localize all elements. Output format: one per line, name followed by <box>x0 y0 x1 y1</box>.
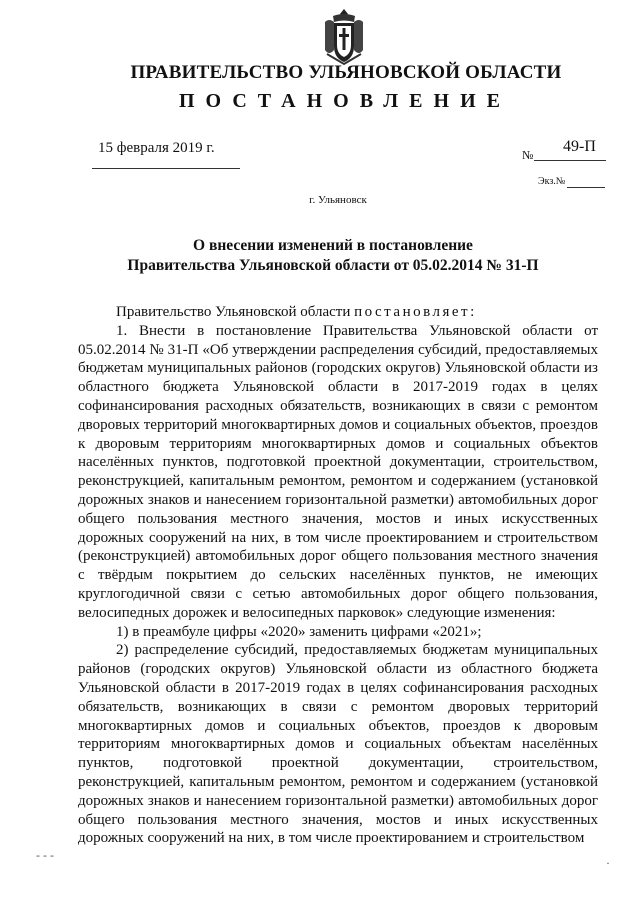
city: г. Ульяновск <box>309 194 367 206</box>
document-type: ПОСТАНОВЛЕНИЕ <box>179 90 511 112</box>
coat-of-arms-icon <box>319 6 369 66</box>
document-body <box>78 303 598 848</box>
paragraph-item-1: 1. Внести в постановление Правительства Ульяновской области от 05.02.2014 № 31-П «Об утверждении распределения субсидий, предоставляемых бюджетам муниципальных районов (городских округов) Ульяновской области из областного бюджета Ульяновской области в 2017-2019 годах в целях софинансирования расходных обязательств, возникающих в связи с ремонтом дворовых территорий многоквартирных домов и социальных объектов, проездов к дворовым территориям многоквартирных домов и социальных объектов населённых пунктов, подготовкой проектной документации, строительством, реконструкцией, капитальным ремонтом, ремонтом и содержанием (установкой дорожных знаков и нанесением горизонтальной разметки) автомобильных дорог общего пользования местного значения, мостов и иных искусственных дорожных сооружений на них, в том числе проектированием и строительством (реконструкцией) автомобильных дорог общего пользования местного значения с твёрдым покрытием до сельских населённых пунктов, не имеющих круглогодичной связи с сетью автомобильных дорог общего пользования, велосипедных дорожек и велосипедных парковок» следующие изменения: <box>78 322 598 621</box>
preamble-verb: постановляет: <box>354 304 477 320</box>
paragraph-item-1-1: 1) в преамбуле цифры «2020» заменить цифрами «2021»; <box>116 623 482 640</box>
paragraph-item-1-2: 2) распределение субсидий, предоставляемых бюджетам муниципальных районов (городских округов) Ульяновской области из областного бюджета Ульяновской области в 2017-2019 годах в целях софинансирования расходных обязательств, возникающих в связи с ремонтом дворовых территорий многоквартирных домов и социальных объектов, проездов к дворовым территориям многоквартирных домов и социальных объектам населённых пунктов, подготовкой проектной документации, строительством, реконструкцией, капитальным ремонтом, ремонтом и содержанием (установкой дорожных знаков и нанесением горизонтальной разметки) автомобильных дорог общего пользования местного значения, мостов и иных искусственных дорожных сооружений на них, в том числе проектированием и строительством <box>78 642 598 847</box>
title-line-2: Правительства Ульяновской области от 05.02.2014 № 31-П <box>127 257 539 274</box>
organization-name: ПРАВИТЕЛЬСТВО УЛЬЯНОВСКОЙ ОБЛАСТИ <box>130 62 562 83</box>
number-underline <box>534 160 606 161</box>
document-date: 15 февраля 2019 г. <box>98 140 215 156</box>
margin-mark: - - - <box>36 848 54 862</box>
preamble-subject: Правительство Ульяновской области <box>116 304 351 320</box>
title-line-1: О внесении изменений в постановление <box>193 237 473 254</box>
corner-mark: · <box>606 856 610 870</box>
date-underline <box>92 168 240 169</box>
document-number: 49-П <box>563 138 596 155</box>
copy-number-label: Экз.№ <box>538 176 566 187</box>
copy-number-underline <box>567 187 605 188</box>
number-sign: № <box>522 148 534 162</box>
preamble <box>78 303 598 322</box>
document-title <box>0 236 640 276</box>
